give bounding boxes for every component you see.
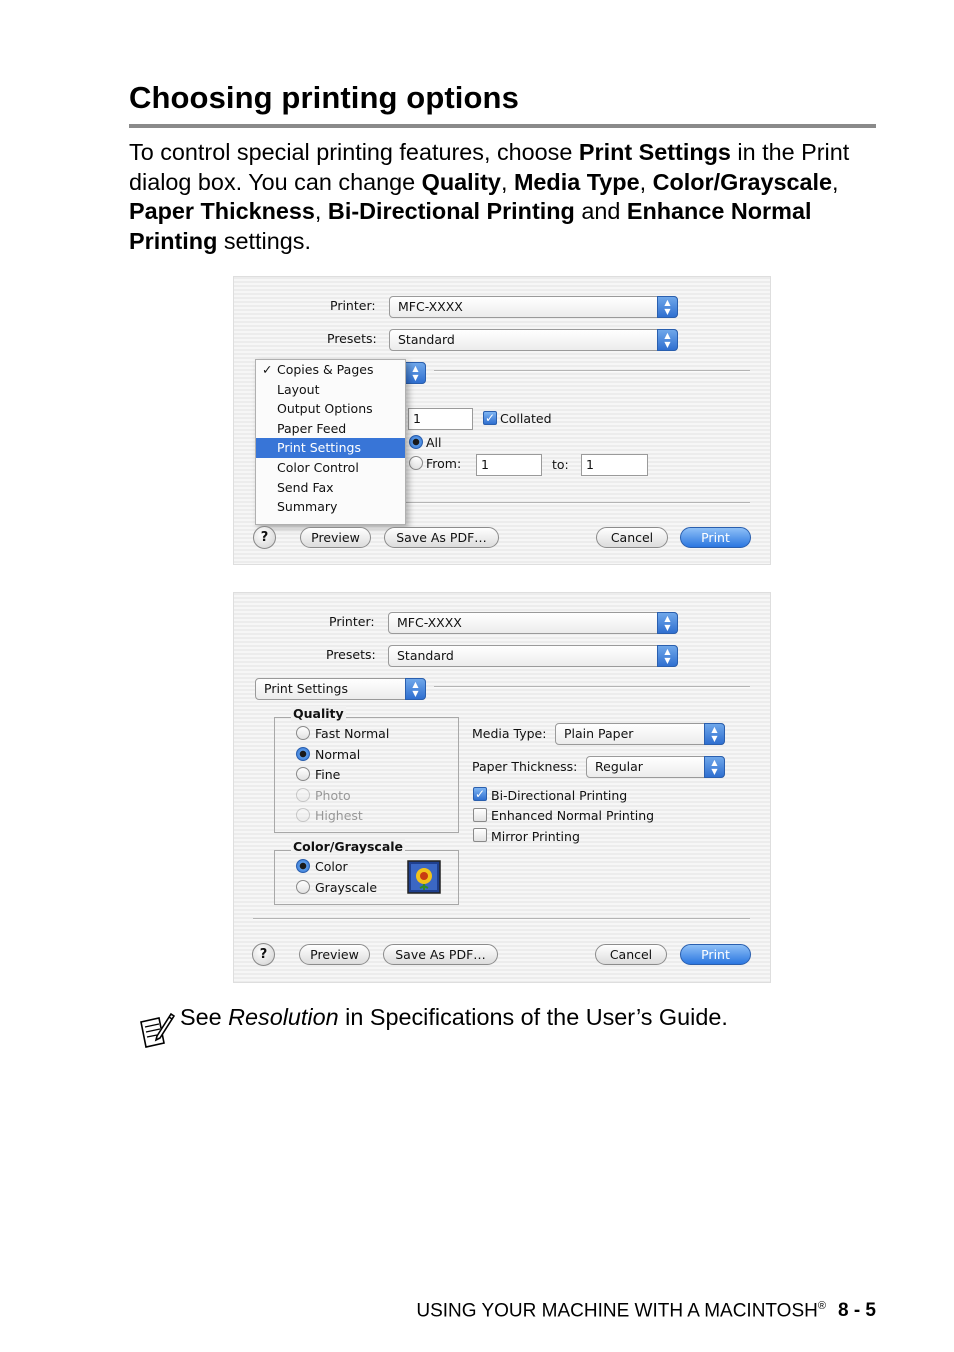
menu-item-copies-pages[interactable] [256, 360, 405, 380]
media-type-popup[interactable] [555, 723, 725, 745]
popup-arrows-icon: ▲ ▼ [657, 296, 678, 318]
menu-item-paper-feed[interactable] [256, 419, 405, 439]
note-text-part: in Specifications of the User’s Guide. [338, 1004, 728, 1030]
title-rule [129, 124, 876, 128]
intro-text: settings. [217, 228, 311, 255]
presets-value: Standard [398, 332, 455, 347]
menu-item-print-settings[interactable] [256, 438, 405, 458]
media-type-label: Media Type: [472, 726, 547, 741]
print-dialog-print-settings [233, 592, 771, 983]
color-grayscale-group-title: Color/Grayscale [293, 839, 404, 854]
separator [434, 686, 750, 688]
panel-value: Print Settings [264, 681, 348, 696]
to-label: to: [552, 457, 569, 472]
menu-item-label: Print Settings [277, 440, 361, 456]
presets-popup[interactable] [388, 645, 678, 667]
intro-bold-color-grayscale: Color/Grayscale [652, 168, 833, 195]
separator [406, 502, 750, 504]
grayscale-radio[interactable] [296, 880, 310, 894]
popup-arrows-icon: ▲ ▼ [405, 362, 426, 384]
printer-label: Printer: [330, 298, 376, 313]
menu-item-layout[interactable] [256, 380, 405, 400]
pages-all-radio[interactable] [409, 435, 423, 449]
save-as-pdf-button[interactable]: Save As PDF… [384, 527, 499, 548]
presets-label: Presets: [326, 647, 376, 662]
copies-field[interactable]: 1 [408, 408, 473, 430]
paper-thickness-value: Regular [595, 759, 643, 774]
popup-arrows-icon: ▲ ▼ [704, 723, 725, 745]
quality-fine-label: Fine [315, 767, 341, 782]
help-button[interactable]: ? [253, 526, 276, 549]
preview-button[interactable]: Preview [300, 527, 371, 548]
intro-text: , [832, 168, 839, 195]
intro-bold-paper-thickness: Paper Thickness [129, 198, 315, 225]
help-button[interactable]: ? [252, 943, 275, 966]
intro-text: , [500, 168, 514, 195]
color-label: Color [315, 859, 348, 874]
note-text-part: See [180, 1004, 229, 1030]
popup-arrows-icon: ▲ ▼ [657, 612, 678, 634]
intro-text: , [314, 198, 328, 225]
intro-bold-enhance-normal: Enhance Normal Printing [129, 198, 812, 255]
intro-bold-quality: Quality [421, 168, 501, 195]
grayscale-label: Grayscale [315, 880, 378, 895]
note-text [180, 1004, 728, 1031]
quality-fast-normal-radio[interactable] [296, 726, 310, 740]
intro-bold-media-type: Media Type [513, 168, 640, 195]
separator [434, 370, 750, 372]
print-dialog-menu-open [233, 276, 771, 565]
quality-photo-radio [296, 788, 310, 802]
page-footer [416, 1300, 876, 1322]
print-button[interactable]: Print [680, 944, 751, 965]
menu-item-output-options[interactable] [256, 399, 405, 419]
pages-all-label: All [426, 435, 442, 450]
cancel-button[interactable]: Cancel [596, 527, 668, 548]
from-label: From: [426, 456, 462, 471]
intro-text: and [574, 198, 627, 225]
popup-arrows-icon: ▲ ▼ [405, 678, 426, 700]
page-title: Choosing printing options [129, 80, 519, 115]
intro-bold-bidirectional: Bi-Directional Printing [327, 198, 575, 225]
menu-item-label: Summary [277, 499, 338, 515]
quality-group-title: Quality [293, 706, 344, 721]
preview-button[interactable]: Preview [299, 944, 370, 965]
footer-section: USING YOUR MACHINE WITH A MACINTOSH [416, 1300, 818, 1322]
printer-value: MFC-XXXX [397, 615, 462, 630]
footer-registered-mark: ® [817, 1300, 826, 1312]
menu-item-label: Send Fax [277, 479, 334, 495]
popup-arrows-icon: ▲ ▼ [657, 645, 678, 667]
panel-popup[interactable] [255, 678, 426, 700]
popup-arrows-icon: ▲ ▼ [704, 756, 725, 778]
enhanced-normal-checkbox[interactable] [473, 808, 487, 822]
presets-label: Presets: [327, 331, 377, 346]
color-preview-icon [407, 860, 441, 894]
menu-item-color-control[interactable] [256, 458, 405, 478]
quality-fast-normal-label: Fast Normal [315, 726, 390, 741]
separator [253, 918, 750, 920]
mirror-printing-label: Mirror Printing [491, 829, 580, 844]
collated-checkbox[interactable]: ✓ [484, 411, 496, 425]
menu-item-label: Copies & Pages [277, 362, 374, 377]
printer-value: MFC-XXXX [398, 299, 463, 314]
popup-arrows-icon: ▲ ▼ [657, 329, 678, 351]
quality-highest-label: Highest [315, 808, 363, 823]
menu-item-label: Color Control [277, 459, 359, 475]
quality-normal-radio[interactable] [296, 747, 310, 761]
presets-value: Standard [397, 648, 454, 663]
quality-normal-label: Normal [315, 747, 361, 762]
pages-from-radio[interactable] [409, 456, 423, 470]
intro-text: in the Print dialog box. You can change [129, 139, 850, 195]
from-field[interactable]: 1 [476, 454, 542, 476]
menu-item-summary[interactable] [256, 497, 405, 517]
save-as-pdf-button[interactable]: Save As PDF… [383, 944, 498, 965]
presets-popup[interactable] [389, 329, 678, 351]
menu-item-label: Paper Feed [277, 420, 347, 436]
printer-popup[interactable] [388, 612, 678, 634]
quality-fine-radio[interactable] [296, 767, 310, 781]
paper-thickness-label: Paper Thickness: [472, 759, 578, 774]
intro-text: To control special printing features, choose [129, 139, 579, 165]
media-type-value: Plain Paper [564, 726, 634, 741]
to-field[interactable]: 1 [581, 454, 648, 476]
cancel-button[interactable]: Cancel [595, 944, 667, 965]
collated-label: Collated [500, 411, 552, 426]
checkmark-icon: ✓ [262, 362, 273, 377]
paper-thickness-popup[interactable] [586, 756, 725, 778]
note-pencil-icon [137, 1010, 175, 1048]
mirror-printing-checkbox[interactable] [473, 828, 487, 842]
color-radio[interactable] [296, 859, 310, 873]
print-button[interactable]: Print [680, 527, 751, 548]
menu-item-label: Layout [277, 381, 320, 397]
printer-popup[interactable] [389, 296, 678, 318]
menu-item-send-fax[interactable] [256, 478, 405, 498]
note [137, 1004, 897, 1048]
quality-photo-label: Photo [315, 788, 351, 803]
printer-label: Printer: [329, 614, 375, 629]
intro-text: , [639, 168, 653, 195]
enhanced-normal-label: Enhanced Normal Printing [491, 808, 655, 823]
note-italic-resolution: Resolution [228, 1004, 339, 1030]
bidirectional-label: Bi-Directional Printing [491, 788, 628, 803]
menu-item-label: Output Options [277, 401, 373, 417]
bidirectional-checkbox[interactable]: ✓ [474, 787, 486, 801]
quality-highest-radio [296, 808, 310, 822]
intro-bold-print-settings: Print Settings [578, 139, 731, 165]
intro-paragraph [129, 138, 889, 257]
panel-menu [255, 359, 406, 525]
page-number: 8 - 5 [837, 1300, 876, 1322]
